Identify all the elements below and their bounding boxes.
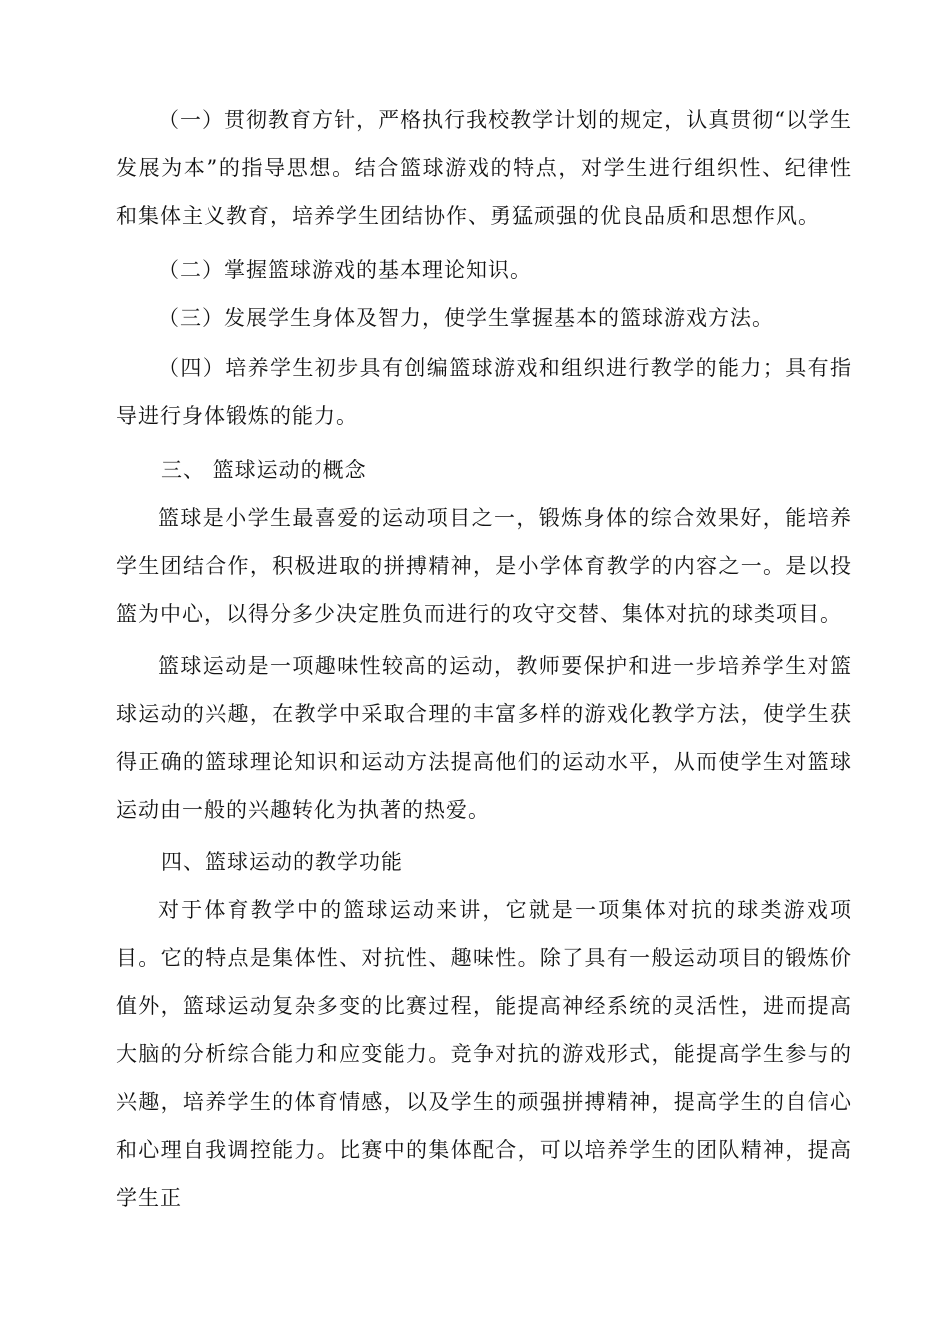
section-heading-4: 四、篮球运动的教学功能 <box>161 850 403 874</box>
paragraph-function-1: 对于体育教学中的篮球运动来讲，它就是一项集体对抗的球类游戏项目。它的特点是集体性、对抗性、趣味性。除了具有一般运动项目的锻炼价值外，篮球运动复杂多变的比赛过程，能提高神经系统的灵活性，进而提高大脑的分析综合能力和应变能力。竞争对抗的游戏形式，能提高学生参与的兴趣，培养学生的体育情感，以及学生的顽强拼搏精神，提高学生的自信心和心理自我调控能力。比赛中的集体配合，可以培养学生的团队精神，提高学生正 <box>116 898 852 1210</box>
paragraph-concept-1: 篮球是小学生最喜爱的运动项目之一，锻炼身体的综合效果好，能培养学生团结合作，积极进取的拼搏精神，是小学体育教学的内容之一。是以投篮为中心，以得分多少决定胜负而进行的攻守交替、集体对抗的球类项目。 <box>116 506 852 626</box>
paragraph-objective-4: （四）培养学生初步具有创编篮球游戏和组织进行教学的能力；具有指导进行身体锻炼的能力。 <box>116 356 852 428</box>
paragraph-objective-1: （一）贯彻教育方针，严格执行我校教学计划的规定，认真贯彻“以学生发展为本”的指导思想。结合篮球游戏的特点，对学生进行组织性、纪律性和集体主义教育，培养学生团结协作、勇猛顽强的优良品质和思想作风。 <box>116 108 852 228</box>
paragraph-objective-2: （二）掌握篮球游戏的基本理论知识。 <box>158 258 532 282</box>
paragraph-concept-2: 篮球运动是一项趣味性较高的运动，教师要保护和进一步培养学生对篮球运动的兴趣，在教学中采取合理的丰富多样的游戏化教学方法，使学生获得正确的篮球理论知识和运动方法提高他们的运动水平，从而使学生对篮球运动由一般的兴趣转化为执著的热爱。 <box>116 654 852 822</box>
section-heading-3: 三、 篮球运动的概念 <box>161 458 367 482</box>
paragraph-objective-3: （三）发展学生身体及智力，使学生掌握基本的篮球游戏方法。 <box>158 306 774 330</box>
